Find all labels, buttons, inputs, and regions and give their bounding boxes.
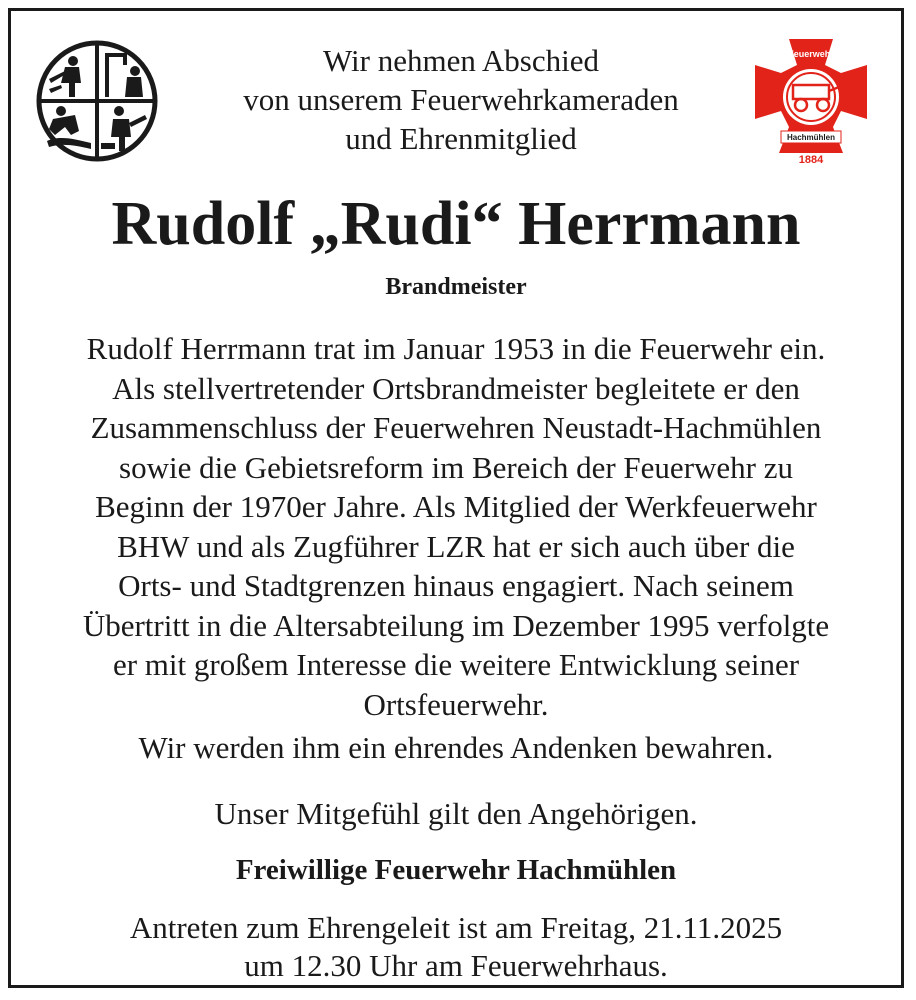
firefighter-quadrant-emblem-icon (35, 39, 159, 163)
bio-line: BHW und als Zugführer LZR hat er sich auch über die (117, 528, 795, 564)
bio-line: Zusammenschluss der Feuerwehren Neustadt-Hachmühlen (90, 410, 822, 445)
header-line: Wir nehmen Abschied (323, 43, 599, 78)
funeral-line: Antreten zum Ehrengeleit ist am Freitag, 21.11.2025 (129, 910, 783, 945)
emblem-top-text: Feuerwehr (788, 49, 834, 59)
bio-line: er mit großem Interesse die weitere Entwicklung seiner (112, 647, 800, 682)
bio-line: sowie die Gebietsreform im Bereich der Feuerwehr zu (119, 449, 793, 485)
bio-line: Ortsfeuerwehr. (363, 686, 549, 722)
bio-line: Als stellvertretender Ortsbrandmeister begleitete er den (112, 370, 800, 406)
biography (31, 329, 881, 724)
deceased-rank: Brandmeister (385, 274, 527, 300)
funeral-line: um 12.30 Uhr am Feuerwehrhaus. (244, 948, 668, 983)
bio-line: Übertritt in die Altersabteilung im Dezember 1995 verfolgte (82, 607, 830, 643)
bio-line: Orts- und Stadtgrenzen hinaus engagiert. Nach seinem (118, 568, 794, 603)
emblem-ribbon-text: Hachmühlen (786, 133, 836, 142)
deceased-name: Rudolf „Rudi“ Herrmann (111, 190, 801, 258)
bio-line: Beginn der 1970er Jahre. Als Mitglied der Werkfeuerwehr (95, 489, 817, 524)
remembrance-line: Wir werden ihm ein ehrendes Andenken bewahren. (138, 730, 774, 765)
obituary-notice (8, 8, 904, 988)
emblem-year: 1884 (798, 154, 824, 166)
organization-name: Freiwillige Feuerwehr Hachmühlen (235, 854, 677, 886)
header-line: von unserem Feuerwehrkameraden (243, 82, 679, 117)
farewell-header (171, 41, 751, 158)
bio-line: Rudolf Herrmann trat im Januar 1953 in die Feuerwehr ein. (86, 331, 826, 366)
condolence-line: Unser Mitgefühl gilt den Angehörigen. (214, 796, 698, 831)
header-line: und Ehrenmitglied (345, 121, 577, 156)
fire-brigade-cross-emblem-icon (749, 35, 873, 173)
